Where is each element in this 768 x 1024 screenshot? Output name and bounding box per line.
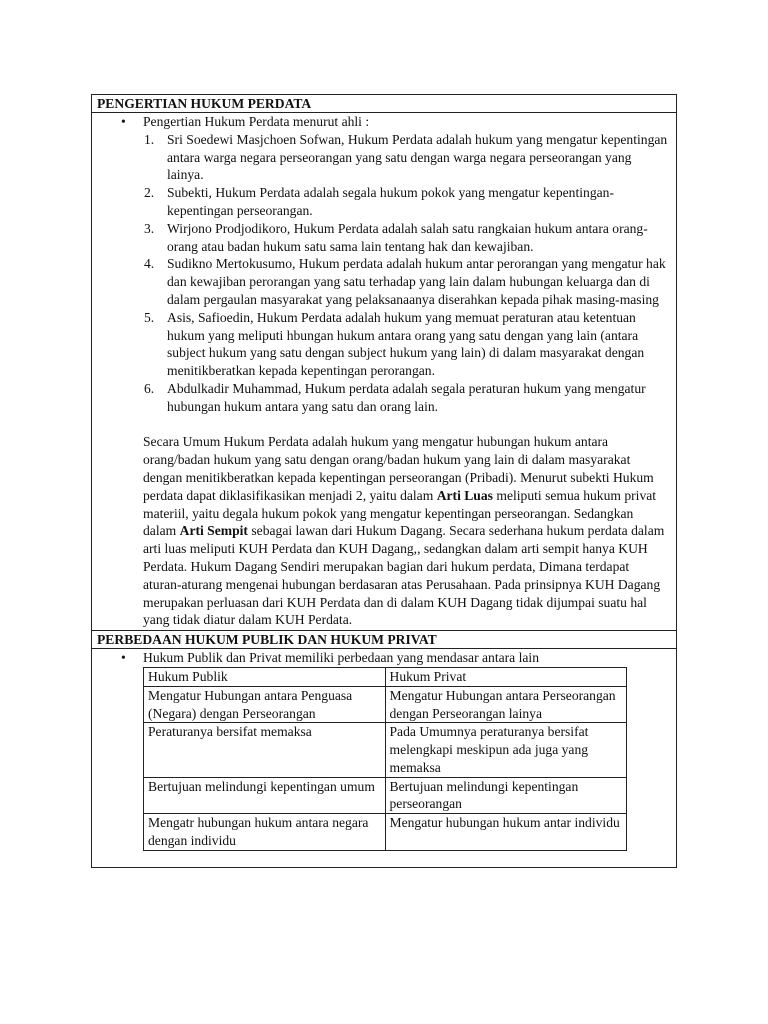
- paragraph-text: sebagai lawan dari Hukum Dagang. Secara sederhana hukum perdata dalam arti luas meliputi KUH Perdata dan KUH Dagang,, sedangkan dalam arti sempit hanya KUH Perdata. Hukum Dagang Sendiri merupakan bagian dari hukum perdata, Dimana terdapat aturan-aturang mengenai hubungan berdasaran atas Perusahaan. Pada prinsipnya KUH Dagang merupakan perluasan dari KUH Perdata dan di dalam KUH Dagang tidak dijumpai suatu hal yang tidak diatur dalam KUH Perdata.: [143, 523, 665, 628]
- table-cell: Mengatr hubungan hukum antara negara dengan individu: [144, 814, 386, 851]
- bullet-item: [97, 649, 668, 667]
- table-cell: Mengatur hubungan hukum antar individu: [385, 814, 627, 851]
- table-row: [144, 723, 627, 777]
- list-number: 6.: [144, 380, 155, 396]
- table-cell: Mengatur Hubungan antara Penguasa (Negara) dengan Perseorangan: [144, 686, 386, 723]
- bold-term-arti-sempit: Arti Sempit: [179, 523, 248, 539]
- bullet-intro-text: Pengertian Hukum Perdata menurut ahli :: [143, 114, 370, 129]
- bullet-item: [97, 113, 668, 131]
- list-item: [97, 220, 668, 256]
- list-number: 1.: [144, 131, 155, 147]
- table-cell: Mengatur Hubungan antara Perseorangan dengan Perseorangan lainya: [385, 686, 627, 723]
- section-title-pengertian: PENGERTIAN HUKUM PERDATA: [92, 95, 676, 113]
- list-item: [97, 309, 668, 380]
- table-cell: Bertujuan melindungi kepentingan perseorangan: [385, 777, 627, 814]
- table-cell: Bertujuan melindungi kepentingan umum: [144, 777, 386, 814]
- section-body-pengertian: [92, 113, 676, 630]
- list-number: 2.: [144, 185, 155, 201]
- paragraph-text: meliputi semua hukum privat materiil, yaitu degala hukum pokok yang mengatur kepentingan perseorangan. Sedangkan dalam: [143, 487, 657, 539]
- list-item-text: Sudikno Mertokusumo, Hukum perdata adalah hukum antar perorangan yang mengatur hak dan kewajiban perorangan yang satu terhadap yang lain dalam hubungan keluarga dan di dalam pergaulan masyarakat yang pelaksanaanya diserahkan kepada pihak masing-masing: [167, 256, 666, 307]
- list-item: [97, 184, 668, 220]
- list-item-text: Sri Soedewi Masjchoen Sofwan, Hukum Perdata adalah hukum yang mengatur kepentingan antara warga negara perseorangan yang satu dengan warga negara perseorangan yang lainya.: [167, 131, 668, 183]
- list-item: [97, 131, 668, 184]
- list-item-text: Asis, Safioedin, Hukum Perdata adalah hukum yang memuat peraturan atau ketentuan hukum yang meliputi hbungan hukum antara orang yang satu dengan yang lain (antara subject hukum yang satu dengan subject hukum yang lain) di dalam masyarakat dengan menitikberatkan kepada kepentingan perorangan.: [167, 309, 645, 379]
- list-item-text: Subekti, Hukum Perdata adalah segala hukum pokok yang mengatur kepentingan-kepentingan perseorangan.: [167, 185, 614, 218]
- list-item: [97, 255, 668, 308]
- experts-list: [97, 131, 668, 416]
- section-body-perbedaan: [92, 649, 676, 851]
- document-frame: [91, 94, 677, 868]
- bullet-icon: •: [121, 114, 126, 129]
- comparison-table: [143, 667, 627, 851]
- list-number: 3.: [144, 220, 155, 236]
- list-item-text: Wirjono Prodjodikoro, Hukum Perdata adalah salah satu rangkaian hukum antara orang-orang atau badan hukum satu sama lain tentang hak dan kewajiban.: [167, 220, 648, 254]
- bold-term-arti-luas: Arti Luas: [436, 487, 493, 503]
- list-number: 5.: [144, 309, 155, 325]
- bullet-icon: •: [121, 650, 126, 666]
- bullet-intro-text: Hukum Publik dan Privat memiliki perbedaan yang mendasar antara lain: [143, 650, 539, 666]
- table-row: [144, 777, 627, 814]
- table-header-row: [144, 667, 627, 686]
- list-item: [97, 380, 668, 416]
- list-item-text: Abdulkadir Muhammad, Hukum perdata adalah segala peraturan hukum yang mengatur hubungan hukum antara yang satu dan orang lain.: [167, 380, 646, 414]
- table-row: [144, 686, 627, 723]
- list-number: 4.: [144, 256, 155, 272]
- table-header-cell: Hukum Privat: [385, 667, 627, 686]
- section-title-perbedaan: PERBEDAAN HUKUM PUBLIK DAN HUKUM PRIVAT: [92, 631, 676, 649]
- table-cell: Peraturanya bersifat memaksa: [144, 723, 386, 777]
- paragraph-text: Secara Umum Hukum Perdata adalah hukum yang mengatur hubungan hukum antara orang/badan hukum yang satu dengan orang/badan hukum yang lain di dalam masyarakat dengan menitikberatkan kepada kepentingan perseorangan (Pribadi). Menurut subekti Hukum perdata dapat diklasifikasikan menjadi 2, yaitu dalam: [143, 434, 654, 503]
- summary-paragraph: [97, 433, 668, 630]
- table-header-cell: Hukum Publik: [144, 667, 386, 686]
- table-cell: Pada Umumnya peraturanya bersifat melengkapi meskipun ada juga yang memaksa: [385, 723, 627, 777]
- section-perbedaan: [92, 630, 676, 851]
- table-row: [144, 814, 627, 851]
